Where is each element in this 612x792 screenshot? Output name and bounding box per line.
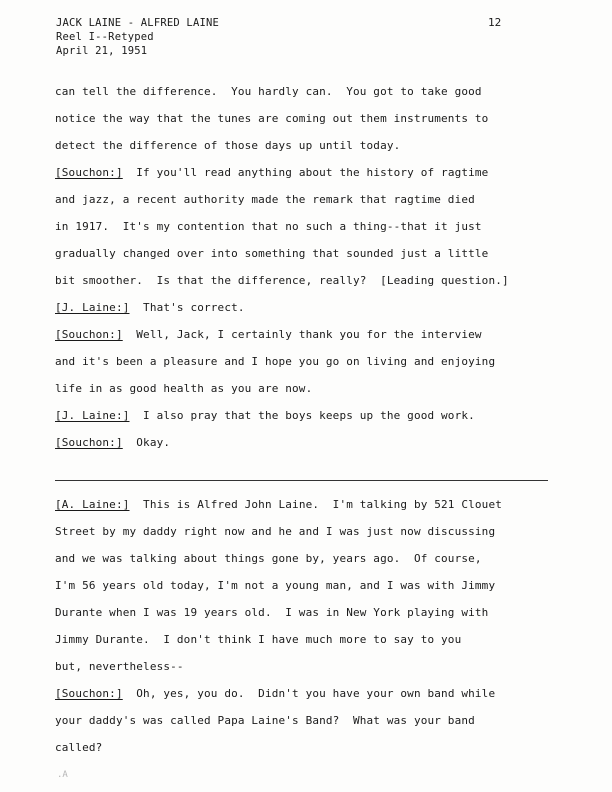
line-text: and it's been a pleasure and I hope you go on living and enjoying xyxy=(55,355,496,368)
transcript-line xyxy=(55,408,555,435)
speaker-label: [J. Laine:] xyxy=(55,409,130,422)
document-header xyxy=(56,16,219,58)
section-divider xyxy=(55,480,548,481)
speaker-label: [Souchon:] xyxy=(55,166,123,179)
transcript-line xyxy=(55,327,555,354)
line-text: life in as good health as you are now. xyxy=(55,382,313,395)
transcript-line xyxy=(55,497,555,524)
line-text: bit smoother. Is that the difference, really? [Leading question.] xyxy=(55,274,509,287)
transcript-line xyxy=(55,435,555,462)
line-text: Oh, yes, you do. Didn't you have your own band while xyxy=(122,687,496,700)
header-date: April 21, 1951 xyxy=(56,45,148,57)
transcript-line xyxy=(55,713,555,740)
line-text: I'm 56 years old today, I'm not a young man, and I was with Jimmy xyxy=(55,579,496,592)
line-text: your daddy's was called Papa Laine's Band? What was your band xyxy=(55,714,475,727)
transcript-line xyxy=(55,551,555,578)
transcript-line xyxy=(55,84,555,111)
transcript-line xyxy=(55,381,555,408)
transcript-section-alfred-laine xyxy=(55,497,555,767)
transcript-line xyxy=(55,300,555,327)
transcript-line xyxy=(55,632,555,659)
header-reel: Reel I--Retyped xyxy=(56,31,154,43)
scan-mark: .A xyxy=(57,770,68,780)
transcript-line xyxy=(55,605,555,632)
transcript-line xyxy=(55,192,555,219)
transcript-line xyxy=(55,219,555,246)
transcript-line xyxy=(55,578,555,605)
line-text: in 1917. It's my contention that no such a thing--that it just xyxy=(55,220,482,233)
line-text: Okay. xyxy=(122,436,171,449)
transcript-line xyxy=(55,686,555,713)
speaker-label: [Souchon:] xyxy=(55,687,123,700)
transcript-section-jack-laine xyxy=(55,84,555,462)
line-text: notice the way that the tunes are coming out them instruments to xyxy=(55,112,489,125)
transcript-line xyxy=(55,138,555,165)
line-text: Street by my daddy right now and he and I was just now discussing xyxy=(55,525,496,538)
line-text: and we was talking about things gone by, years ago. Of course, xyxy=(55,552,482,565)
transcript-line xyxy=(55,273,555,300)
line-text: Well, Jack, I certainly thank you for the interview xyxy=(122,328,482,341)
line-text: called? xyxy=(55,741,103,754)
line-text: can tell the difference. You hardly can. You got to take good xyxy=(55,85,482,98)
line-text: Jimmy Durante. I don't think I have much more to say to you xyxy=(55,633,462,646)
transcript-line xyxy=(55,165,555,192)
line-text: This is Alfred John Laine. I'm talking by 521 Clouet xyxy=(129,498,502,511)
transcript-line xyxy=(55,524,555,551)
transcript-line xyxy=(55,659,555,686)
header-names: JACK LAINE - ALFRED LAINE xyxy=(56,17,220,29)
transcript-line xyxy=(55,740,555,767)
speaker-label: [A. Laine:] xyxy=(55,498,130,511)
line-text: Durante when I was 19 years old. I was in New York playing with xyxy=(55,606,489,619)
transcript-line xyxy=(55,354,555,381)
speaker-label: [J. Laine:] xyxy=(55,301,130,314)
line-text: but, nevertheless-- xyxy=(55,660,184,673)
transcript-line xyxy=(55,246,555,273)
line-text: I also pray that the boys keeps up the good work. xyxy=(129,409,475,422)
line-text: gradually changed over into something that sounded just a little xyxy=(55,247,489,260)
speaker-label: [Souchon:] xyxy=(55,436,123,449)
line-text: That's correct. xyxy=(129,301,245,314)
line-text: detect the difference of those days up until today. xyxy=(55,139,401,152)
line-text: If you'll read anything about the history of ragtime xyxy=(122,166,489,179)
line-text: and jazz, a recent authority made the remark that ragtime died xyxy=(55,193,475,206)
speaker-label: [Souchon:] xyxy=(55,328,123,341)
transcript-line xyxy=(55,111,555,138)
page-number: 12 xyxy=(488,16,502,29)
